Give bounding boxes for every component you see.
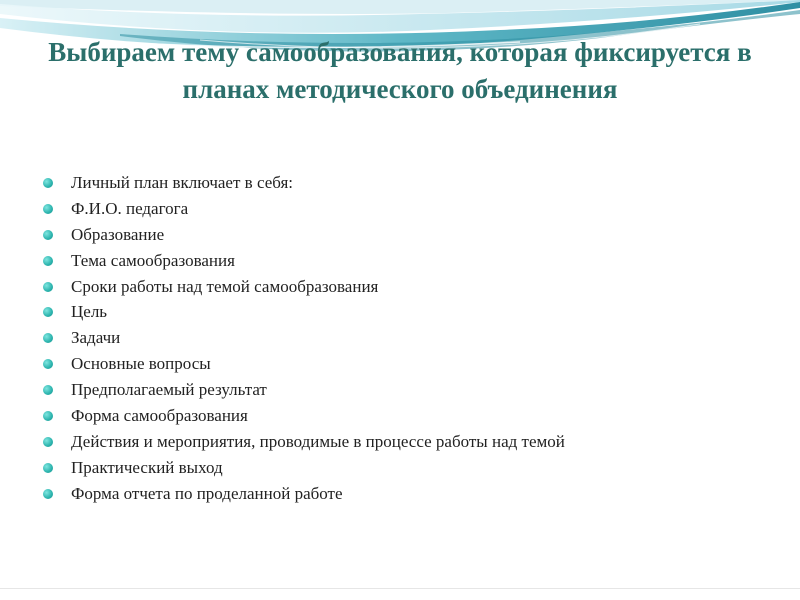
list-item-text: Цель	[71, 302, 108, 322]
bullet-icon	[43, 282, 53, 292]
bullet-icon	[43, 411, 53, 421]
bottom-divider	[0, 588, 800, 589]
list-item	[40, 455, 780, 481]
list-item	[40, 481, 780, 507]
list-item-text: Задачи	[71, 328, 121, 348]
bullet-icon	[43, 385, 53, 395]
bullet-icon	[43, 256, 53, 266]
slide-title: Выбираем тему самообразования, которая фиксируется в планах методического объединения	[48, 37, 752, 104]
list-item	[40, 377, 780, 403]
list-item-text: Личный план включает в себя:	[71, 173, 294, 192]
bullet-icon	[43, 307, 53, 317]
list-item-text: Основные вопросы	[71, 354, 211, 374]
list-item	[40, 325, 780, 351]
list-item-text: Форма самообразования	[71, 406, 248, 426]
list-item	[40, 403, 780, 429]
bullet-icon	[43, 178, 53, 188]
bullet-icon	[43, 204, 53, 214]
list-item	[40, 429, 780, 455]
list-item-text: Предполагаемый результат	[71, 380, 267, 400]
list-item-text: Тема самообразования	[71, 250, 235, 270]
bullet-icon	[43, 437, 53, 447]
list-item-text: Практический выход	[71, 457, 223, 477]
list-item-text: Ф.И.О. педагога	[71, 198, 189, 218]
list-item-text: Сроки работы над темой самообразования	[71, 276, 379, 296]
list-item	[40, 196, 780, 222]
bullet-icon	[43, 463, 53, 473]
list-item-text: Действия и мероприятия, проводимые в процессе работы над темой	[71, 431, 565, 451]
list-item	[40, 248, 780, 274]
bullet-icon	[43, 359, 53, 369]
list-item-text: Форма отчета по проделанной работе	[71, 483, 343, 503]
list-item	[40, 299, 780, 325]
list-item	[40, 274, 780, 300]
bullet-icon	[43, 333, 53, 343]
bullet-icon	[43, 489, 53, 499]
list-item	[40, 351, 780, 377]
list-item	[40, 170, 780, 196]
list-item-text: Образование	[71, 224, 165, 244]
bullet-list	[40, 170, 780, 507]
bullet-icon	[43, 230, 53, 240]
list-item	[40, 222, 780, 248]
